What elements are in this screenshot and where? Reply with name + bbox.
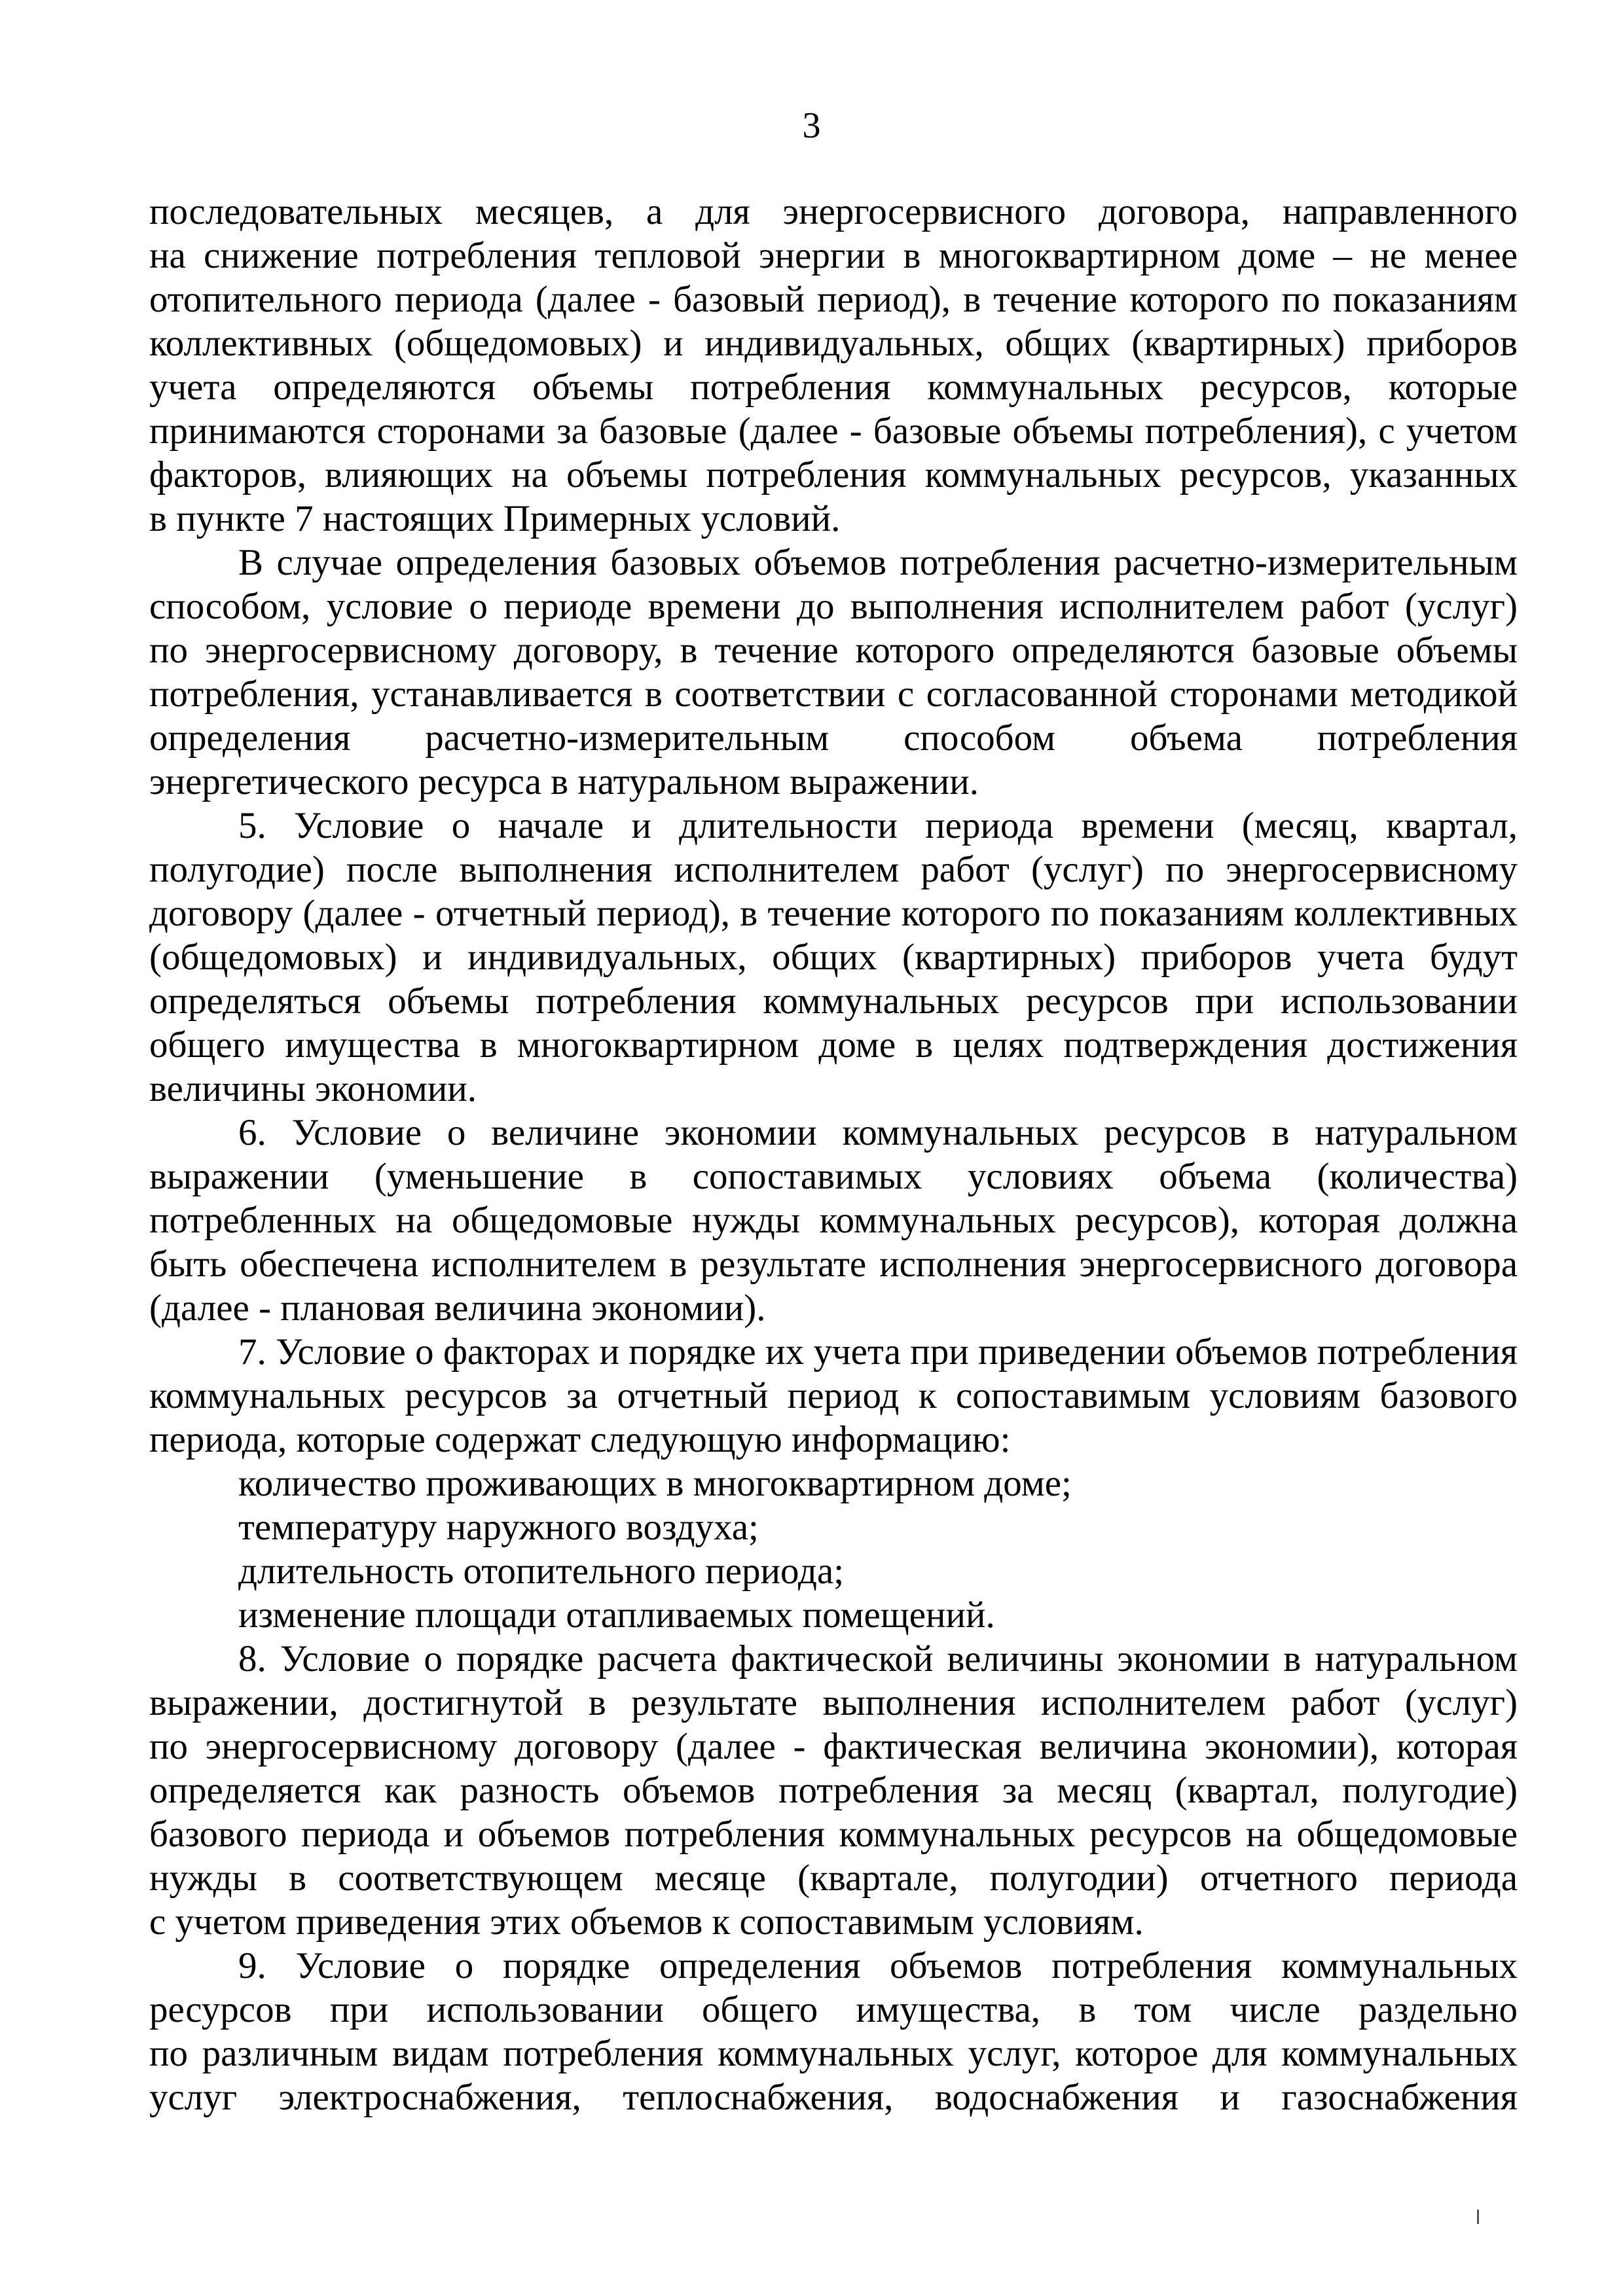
scan-mark <box>1477 2210 1479 2224</box>
text-line: определяется как разность объемов потребления за месяц (квартал, полугодие) <box>149 1770 1518 1811</box>
text-line: на снижение потребления тепловой энергии в многоквартирном доме – не менее <box>149 235 1518 276</box>
text-line: 7. Условие о факторах и порядке их учета при приведении объемов потребления <box>238 1331 1518 1372</box>
text-line: ресурсов при использовании общего имущества, в том числе раздельно <box>149 1989 1518 2030</box>
text-line: длительность отопительного периода; <box>238 1551 845 1592</box>
text-line: выражении, достигнутой в результате выполнения исполнителем работ (услуг) <box>149 1682 1518 1723</box>
text-line: по различным видам потребления коммунальных услуг, которое для коммунальных <box>149 2033 1518 2074</box>
text-line: температуру наружного воздуха; <box>238 1507 759 1548</box>
text-line: 9. Условие о порядке определения объемов потребления коммунальных <box>238 1945 1518 1986</box>
text-line: базового периода и объемов потребления коммунальных ресурсов на общедомовые <box>149 1814 1518 1855</box>
text-line: по энергосервисному договору, в течение которого определяются базовые объемы <box>149 630 1518 671</box>
text-line: определения расчетно-измерительным способом объема потребления <box>149 717 1518 759</box>
text-line: быть обеспечена исполнителем в результате исполнения энергосервисного договора <box>149 1244 1518 1285</box>
text-line: изменение площади отапливаемых помещений. <box>238 1594 995 1636</box>
text-line: коллективных (общедомовых) и индивидуальных, общих (квартирных) приборов <box>149 323 1518 364</box>
body-text <box>149 190 1518 2119</box>
text-line: в пункте 7 настоящих Примерных условий. <box>149 498 841 539</box>
text-line: по энергосервисному договору (далее - фактическая величина экономии), которая <box>149 1726 1518 1767</box>
text-line: выражении (уменьшение в сопоставимых условиях объема (количества) <box>149 1156 1518 1197</box>
text-line: с учетом приведения этих объемов к сопоставимым условиям. <box>149 1901 1144 1943</box>
text-line: величины экономии. <box>149 1068 477 1109</box>
text-line: 5. Условие о начале и длительности периода времени (месяц, квартал, <box>238 805 1518 846</box>
text-line: полугодие) после выполнения исполнителем работ (услуг) по энергосервисному <box>149 849 1518 890</box>
text-line: факторов, влияющих на объемы потребления коммунальных ресурсов, указанных <box>149 454 1518 495</box>
text-line: потребленных на общедомовые нужды коммунальных ресурсов), которая должна <box>149 1200 1518 1241</box>
text-line: периода, которые содержат следующую информацию: <box>149 1419 1011 1460</box>
text-line: отопительного периода (далее - базовый период), в течение которого по показаниям <box>149 279 1518 320</box>
text-line: В случае определения базовых объемов потребления расчетно-измерительным <box>238 542 1518 583</box>
text-line: общего имущества в многоквартирном доме в целях подтверждения достижения <box>149 1024 1518 1066</box>
text-line: (далее - плановая величина экономии). <box>149 1287 766 1329</box>
text-line: способом, условие о периоде времени до выполнения исполнителем работ (услуг) <box>149 586 1518 627</box>
text-line: (общедомовых) и индивидуальных, общих (квартирных) приборов учета будут <box>149 937 1518 978</box>
text-line: нужды в соответствующем месяце (квартале, полугодии) отчетного периода <box>149 1857 1518 1899</box>
text-line: 8. Условие о порядке расчета фактической величины экономии в натуральном <box>238 1638 1518 1679</box>
text-line: энергетического ресурса в натуральном выражении. <box>149 761 979 802</box>
text-line: последовательных месяцев, а для энергосервисного договора, направленного <box>149 191 1518 232</box>
text-line: коммунальных ресурсов за отчетный период к сопоставимым условиям базового <box>149 1375 1518 1416</box>
text-line: принимаются сторонами за базовые (далее - базовые объемы потребления), с учетом <box>149 410 1518 452</box>
text-line: услуг электроснабжения, теплоснабжения, водоснабжения и газоснабжения <box>149 2077 1518 2118</box>
text-line: потребления, устанавливается в соответствии с согласованной сторонами методикой <box>149 673 1518 715</box>
text-line: учета определяются объемы потребления коммунальных ресурсов, которые <box>149 367 1518 408</box>
text-line: 6. Условие о величине экономии коммунальных ресурсов в натуральном <box>238 1112 1518 1153</box>
page-number: 3 <box>802 105 821 146</box>
text-line: договору (далее - отчетный период), в течение которого по показаниям коллективных <box>149 893 1518 934</box>
text-line: количество проживающих в многоквартирном доме; <box>238 1463 1072 1504</box>
text-line: определяться объемы потребления коммунальных ресурсов при использовании <box>149 980 1518 1022</box>
